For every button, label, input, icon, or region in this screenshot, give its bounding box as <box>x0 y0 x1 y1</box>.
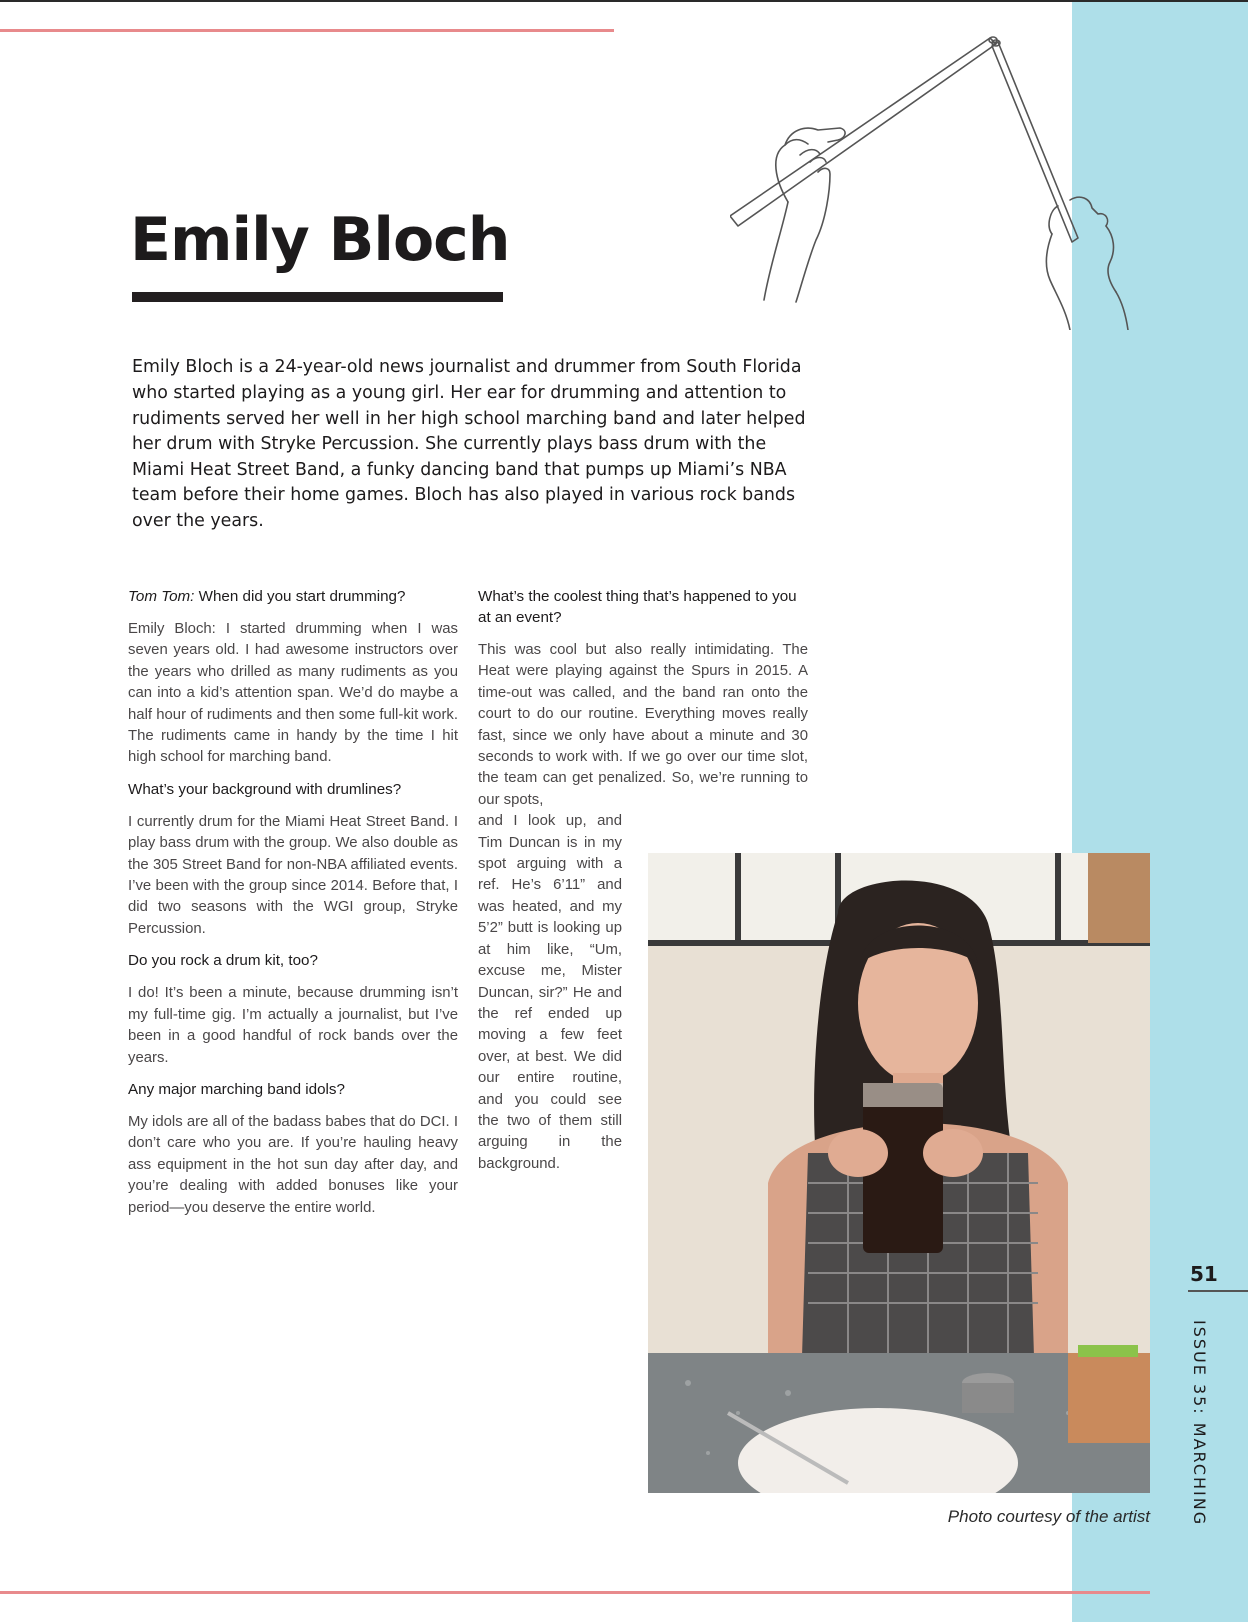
page-top-border <box>0 0 1248 2</box>
question-1-text: When did you start drumming? <box>198 588 406 605</box>
answer-3: I do! It’s been a minute, because drumming isn’t my full-time gig. I’m actually a journalist, but I’ve been in a good handful of rock bands over the years. <box>128 985 458 1066</box>
top-accent-rule <box>0 29 614 32</box>
question-3: Do you rock a drum kit, too? <box>128 952 318 970</box>
answer-2: I currently drum for the Miami Heat Street Band. I play bass drum with the group. We also double as the 305 Street Band for non-NBA affiliated events. I’ve been with the group since 2014. Before that, I did two seasons with the WGI group, Stryke Percussion. <box>128 813 458 937</box>
photo-caption: Photo courtesy of the artist <box>947 1507 1150 1526</box>
article-title: Emily Bloch <box>130 205 510 275</box>
question-4: Any major marching band idols? <box>128 1080 345 1098</box>
bottom-accent-rule <box>0 1591 1150 1594</box>
answer-4: My idols are all of the badass babes that do DCI. I don’t care who you are. If you’re hauling heavy ass equipment in the hot sun day after day, and you’re dealing with added bonuses like your period—you deserve the entire world. <box>128 1113 458 1216</box>
interview-column-left <box>128 586 458 1219</box>
issue-label: ISSUE 35: MARCHING <box>1190 1320 1209 1527</box>
portrait-photo <box>648 853 1150 1493</box>
drumstick-hands-illustration <box>730 30 1170 330</box>
question-5: What’s the coolest thing that’s happened to you at an event? <box>478 588 797 626</box>
page-number-rule <box>1188 1290 1248 1292</box>
interviewer-name: Tom Tom: <box>128 588 195 605</box>
question-2: What’s your background with drumlines? <box>128 780 402 798</box>
intro-paragraph: Emily Bloch is a 24-year-old news journalist and drummer from South Florida who started playing as a young girl. Her ear for drumming and attention to rudiments served her well in her high school marching band and later helped her drum with Stryke Percussion. She currently plays bass drum with the Miami Heat Street Band, a funky dancing band that pumps up Miami’s NBA team before their home games. Bloch has also played in various rock bands over the years. <box>132 357 806 531</box>
page-number: 51 <box>1190 1262 1218 1286</box>
answer-5-part-2: and I look up, and Tim Duncan is in my spot arguing with a ref. He’s 6’11” and was heated, and my 5’2” butt is looking up at him like, “Um, excuse me, Mister Duncan, sir?” He and the ref ended up moving a few feet over, at best. We did our entire routine, and you could see the two of them still arguing in the background. <box>478 813 622 1172</box>
answer-5-part-1: This was cool but also really intimidating. The Heat were playing against the Spurs in 2015. A time-out was called, and the band ran onto the court to do our routine. Everything moves really fast, since we only have about a minute and 30 seconds to work with. If we go over our time slot, the team can get penalized. So, we’re running to our spots, <box>478 642 808 808</box>
question-1 <box>128 586 458 607</box>
title-underline <box>132 292 503 302</box>
answer-1: Emily Bloch: I started drumming when I was seven years old. I had awesome instructors over the years who drilled as many rudiments as you can into a kid’s attention span. We’d do maybe a half hour of rudiments and then some full-kit work. The rudiments came in handy by the time I hit high school for marching band. <box>128 621 458 766</box>
